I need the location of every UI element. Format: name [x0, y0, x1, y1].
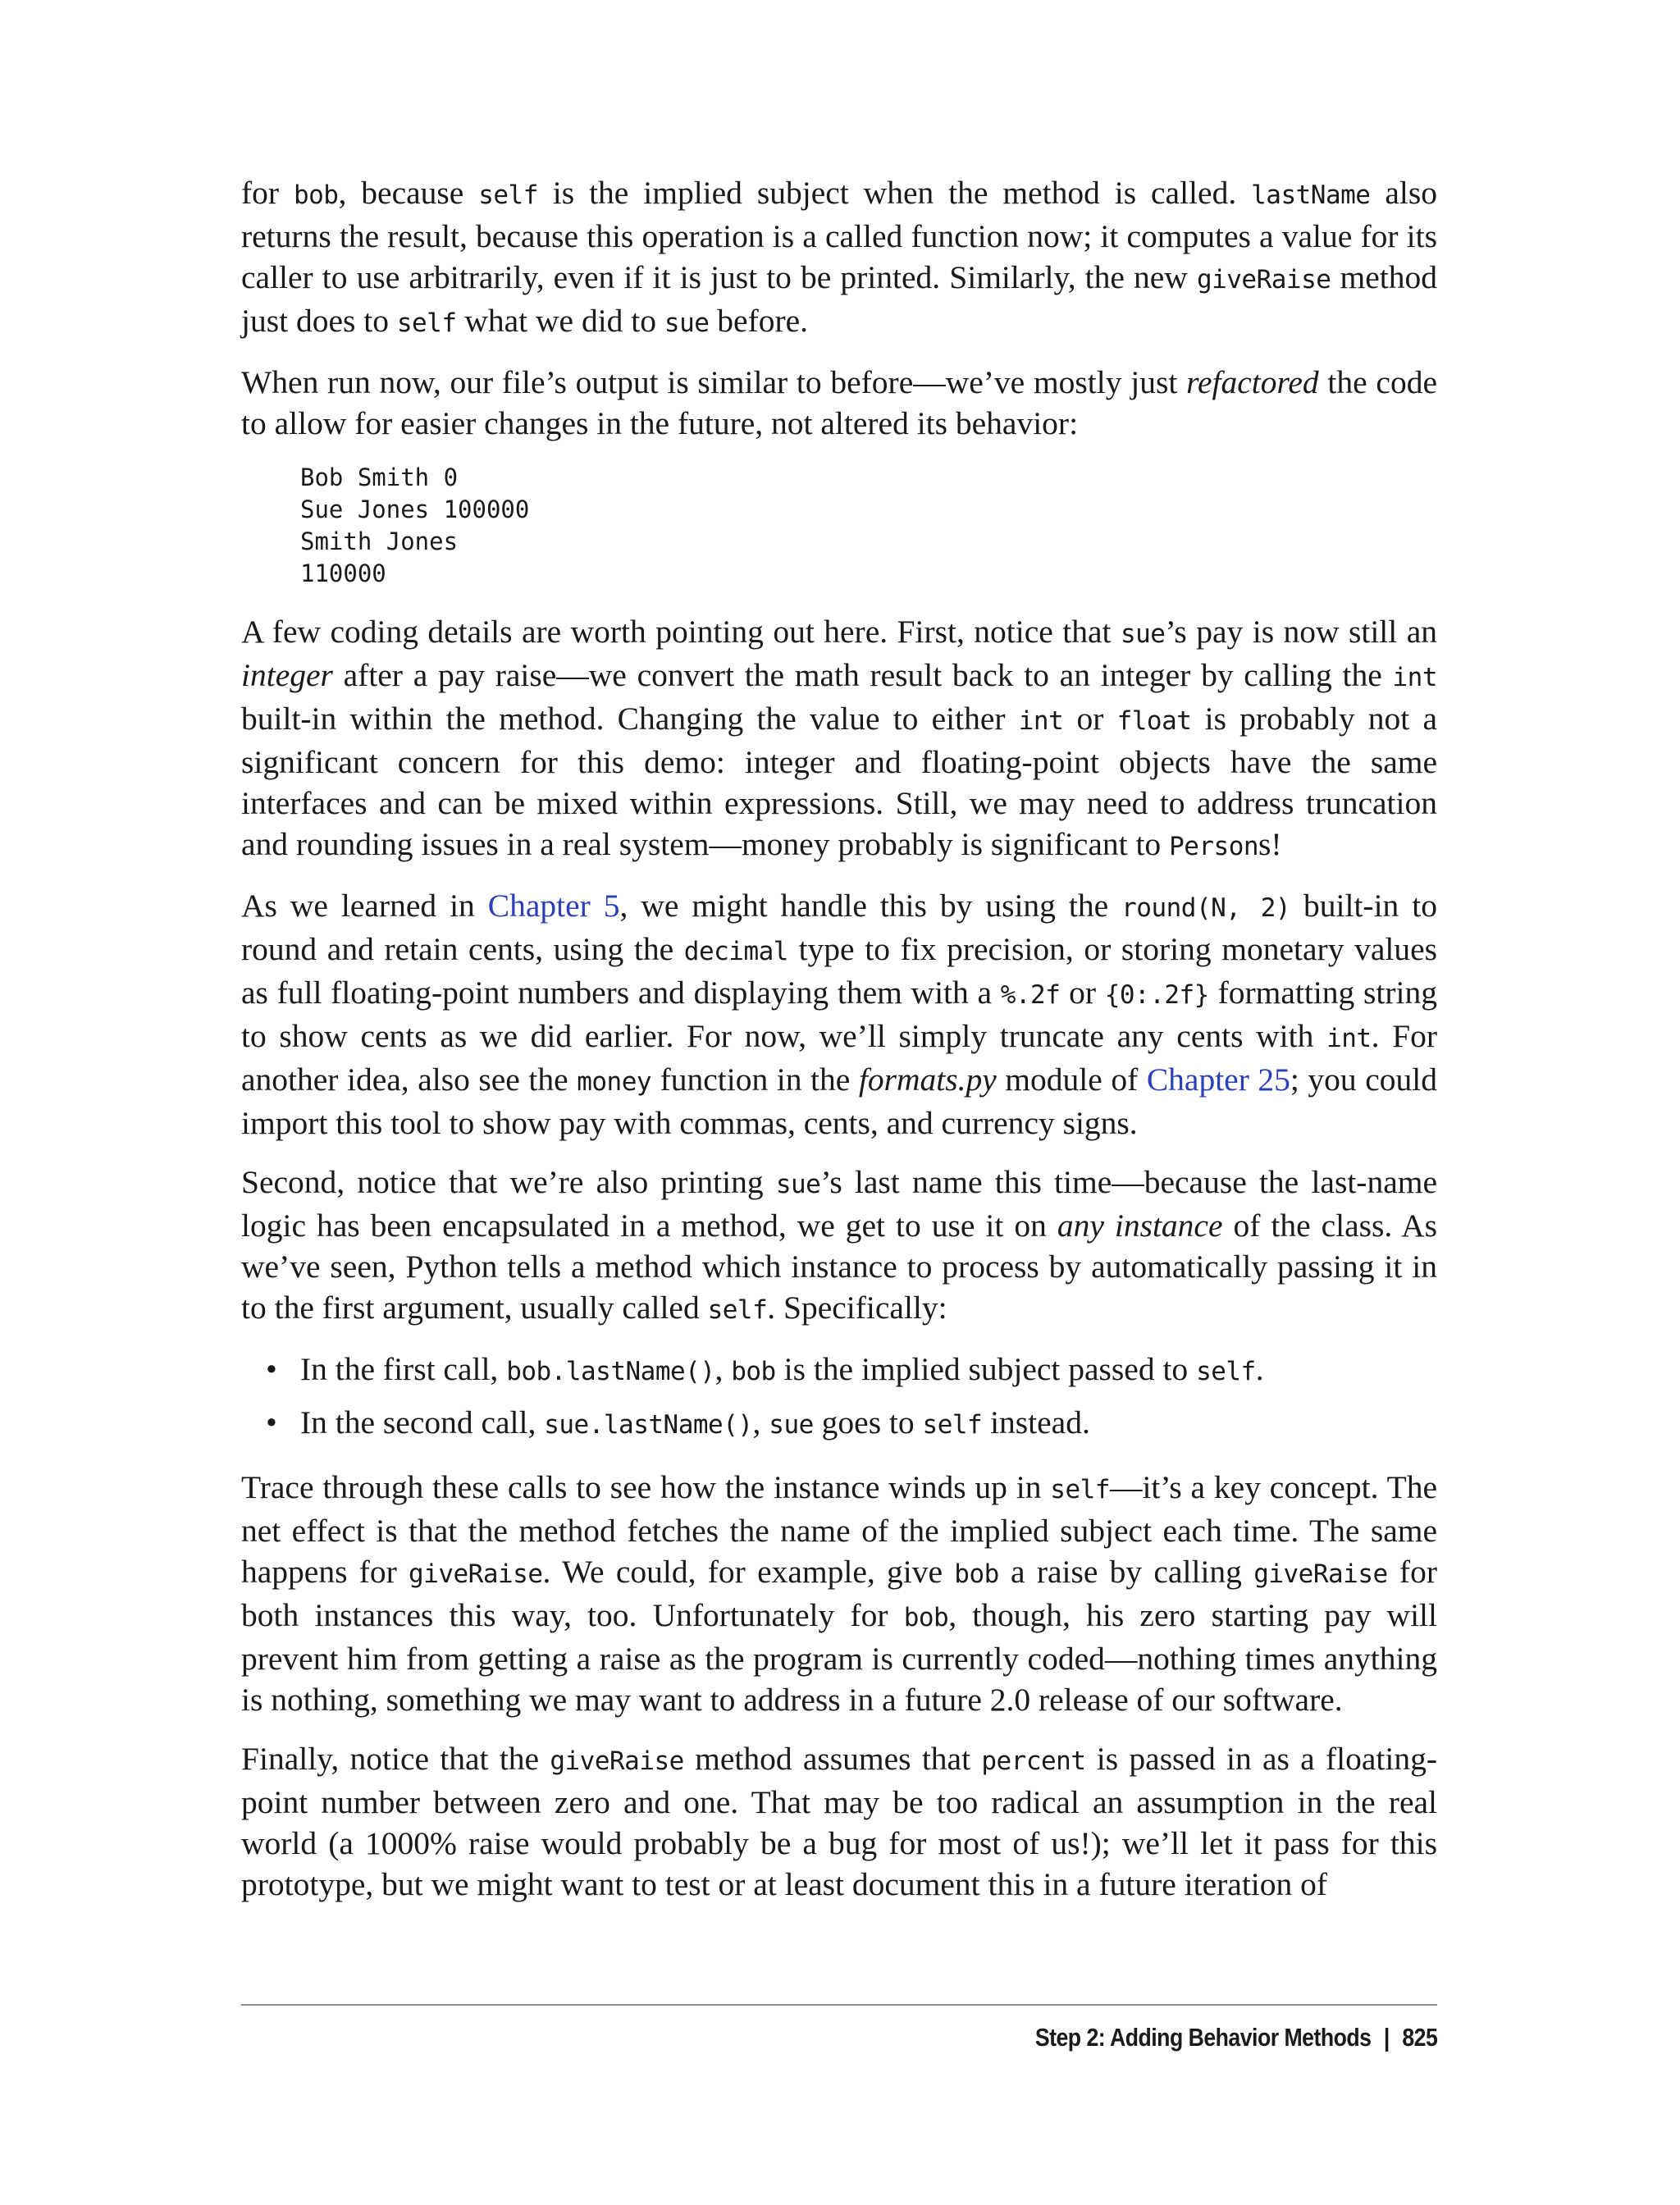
text-run: is probably not a significant concern for this demo: integer and floating-point objects have the same interfaces and can be mixed within expressions. Still, we may need to address truncation and rounding issues in a real system—money probably is significant to — [241, 701, 1438, 862]
text-run: method assumes that — [683, 1741, 982, 1777]
inline-code: round(N, 2) — [1121, 893, 1291, 923]
text-run: a raise by calling — [998, 1554, 1254, 1590]
text-run: is the implied subject passed to — [775, 1351, 1197, 1387]
text-run: or — [1063, 701, 1117, 737]
inline-code: giveRaise — [1253, 1559, 1388, 1589]
text-run: . For another idea, also see the — [241, 1018, 1437, 1098]
inline-code: bob — [731, 1357, 776, 1386]
text-run: , — [714, 1351, 732, 1387]
bullet-icon: • — [266, 1351, 277, 1387]
text-run: , because — [338, 175, 479, 211]
inline-code: bob — [293, 180, 339, 210]
inline-code: bob — [903, 1603, 949, 1632]
text-run: , — [752, 1404, 769, 1440]
chapter-25-link[interactable]: Chapter 25 — [1146, 1061, 1290, 1098]
text-run: of the class. As we’ve seen, Python tells a method which instance to process by automatically passing it in to the first argument, usually called — [241, 1208, 1438, 1326]
text-run: for both instances this way, too. Unfortunately for — [241, 1554, 1437, 1633]
inline-code: money — [577, 1067, 652, 1097]
text-run: method just does to — [241, 259, 1437, 339]
paragraph-6 — [241, 1467, 1437, 1720]
text-run: formatting string to show cents as we did earlier. For now, we’ll simply truncate any cents with — [241, 975, 1437, 1054]
text-run: . We could, for example, give — [542, 1554, 955, 1590]
text-run: A few coding details are worth pointing out here. First, notice that — [241, 614, 1121, 650]
inline-code: {0:.2f} — [1104, 980, 1209, 1010]
emphasis: any instance — [1057, 1208, 1223, 1244]
text-run: . Specifically: — [767, 1290, 947, 1326]
text-run: built-in to round and retain cents, using the — [241, 888, 1437, 967]
inline-code: giveRaise — [1196, 265, 1331, 294]
text-run: is the implied subject when the method is called. — [537, 175, 1252, 211]
paragraph-7 — [241, 1738, 1437, 1905]
inline-code: bob — [954, 1559, 999, 1589]
inline-code: sue — [769, 1410, 814, 1440]
paragraph-2 — [241, 362, 1437, 444]
emphasis: integer — [241, 657, 333, 693]
text-run: is passed in as a floating-point number between zero and one. That may be too radical an assumption in the real world (a 1000% raise would probably be a bug for most of us!); we’ll let it pass for this prototype, but we might want to test or at least document this in a future iteration of — [241, 1741, 1438, 1902]
text-run: before. — [709, 303, 809, 339]
text-run: Finally, notice that the — [241, 1741, 550, 1777]
text-run: —it’s a key concept. The net effect is that the method fetches the name of the implied subject each time. The same happens for — [241, 1469, 1437, 1590]
text-run: . — [1255, 1351, 1264, 1387]
text-run: what we did to — [456, 303, 664, 339]
inline-code: float — [1116, 706, 1192, 736]
text-run: function in the — [651, 1061, 859, 1098]
running-section-title: Step 2: Adding Behavior Methods — [1034, 2023, 1372, 2052]
inline-code: %.2f — [1000, 980, 1061, 1010]
inline-code: sue — [664, 308, 710, 338]
chapter-5-link[interactable]: Chapter 5 — [487, 888, 620, 924]
text-run: after a pay raise—we convert the math result back to an integer by calling the — [332, 657, 1393, 693]
text-run: s! — [1258, 826, 1282, 862]
text-run: goes to — [813, 1404, 923, 1440]
text-run: ’s pay is now still an — [1165, 614, 1437, 650]
footer-divider — [241, 2004, 1437, 2006]
paragraph-4 — [241, 885, 1437, 1144]
emphasis: formats.py — [858, 1061, 997, 1098]
inline-code: self — [707, 1295, 768, 1325]
inline-code: decimal — [683, 937, 788, 966]
inline-code: sue.lastName() — [544, 1410, 753, 1440]
text-run: for — [241, 175, 294, 211]
paragraph-1 — [241, 172, 1437, 344]
text-run: In the first call, — [300, 1351, 507, 1387]
text-run: Trace through these calls to see how the instance winds up in — [241, 1469, 1051, 1505]
inline-code: sue — [775, 1170, 821, 1199]
inline-code: self — [478, 180, 538, 210]
bullet-icon: • — [266, 1404, 277, 1440]
text-run: When run now, our file’s output is similar to before—we’ve mostly just — [241, 364, 1187, 400]
inline-code: Person — [1169, 832, 1259, 861]
inline-code: self — [922, 1410, 983, 1440]
text-run: ; you could import this tool to show pay with commas, cents, and currency signs. — [241, 1061, 1437, 1141]
inline-code: int — [1018, 706, 1064, 736]
inline-code: self — [1050, 1475, 1110, 1504]
inline-code: giveRaise — [409, 1559, 543, 1589]
page-body — [241, 172, 1437, 1923]
text-run: ’s last name this time—because the last-name logic has been encapsulated in a method, we get to use it on — [241, 1164, 1437, 1244]
text-run: the code to allow for easier changes in the future, not altered its behavior: — [241, 364, 1437, 441]
inline-code: int — [1392, 663, 1437, 692]
text-run: or — [1060, 975, 1105, 1011]
text-run: In the second call, — [300, 1404, 545, 1440]
inline-code: int — [1326, 1024, 1372, 1053]
inline-code: bob.lastName() — [506, 1357, 715, 1386]
list-item — [241, 1349, 1437, 1392]
paragraph-3 — [241, 611, 1437, 867]
inline-code: lastName — [1251, 180, 1371, 210]
code-output-block: Bob Smith 0 Sue Jones 100000 Smith Jones 110000 — [300, 463, 530, 587]
text-run: also returns the result, because this operation is a called function now; it computes a value for its caller to use arbitrarily, even if it is just to be printed. Similarly, the new — [241, 175, 1437, 295]
bullet-list — [241, 1349, 1437, 1445]
list-item — [241, 1402, 1437, 1445]
text-run: , we might handle this by using the — [619, 888, 1122, 924]
page-number: 825 — [1402, 2023, 1437, 2052]
page-footer — [1035, 2023, 1437, 2052]
inline-code: self — [1196, 1357, 1256, 1386]
text-run: built-in within the method. Changing the value to either — [241, 701, 1019, 737]
text-run: module of — [996, 1061, 1147, 1098]
text-run: type to fix precision, or storing monetary values as full floating-point numbers and displaying them with a — [241, 931, 1437, 1011]
inline-code: giveRaise — [550, 1746, 684, 1776]
text-run: instead. — [982, 1404, 1090, 1440]
emphasis: refactored — [1186, 364, 1319, 400]
inline-code: percent — [981, 1746, 1086, 1776]
text-run: , though, his zero starting pay will prevent him from getting a raise as the program is currently coded—nothing times anything is nothing, something we may want to address in a future 2.0 release of our software. — [241, 1597, 1438, 1718]
inline-code: sue — [1120, 619, 1166, 649]
footer-separator: | — [1383, 2023, 1390, 2052]
inline-code: self — [396, 308, 457, 338]
text-run: As we learned in — [241, 888, 488, 924]
paragraph-5 — [241, 1162, 1437, 1331]
text-run: Second, notice that we’re also printing — [241, 1164, 776, 1200]
